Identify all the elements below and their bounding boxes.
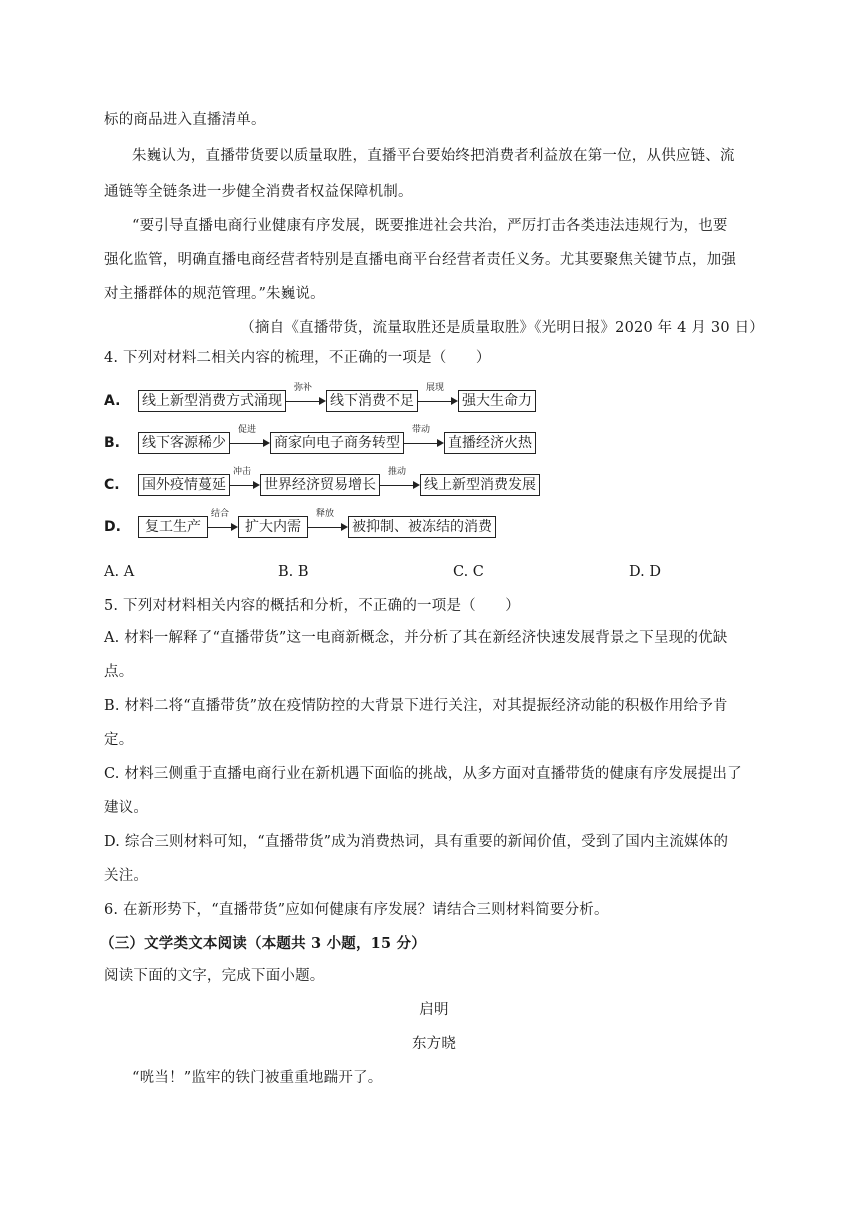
question-5-stem: 5. 下列对材料相关内容的概括和分析，不正确的一项是（ ） — [104, 598, 520, 614]
flow-box: 世界经济贸易增长 — [260, 474, 380, 496]
source-citation: （摘自《直播带货，流量取胜还是质量取胜》《光明日报》2020 年 4 月 30 日） — [240, 320, 764, 336]
arrow-label: 展现 — [425, 383, 444, 393]
flow-box: 国外疫情蔓延 — [138, 474, 230, 496]
flow-row-d — [104, 509, 496, 540]
arrow-label: 结合 — [210, 509, 229, 519]
option-c: C. C — [453, 564, 484, 580]
arrow-label: 促进 — [237, 425, 256, 435]
option-d: D. D — [629, 564, 661, 580]
flow-box: 线上新型消费发展 — [420, 474, 540, 496]
flow-box: 商家向电子商务转型 — [270, 432, 404, 454]
arrow-label: 弥补 — [293, 383, 312, 393]
text-line: 通链等全链条进一步健全消费者权益保障机制。 — [104, 184, 413, 200]
option-b: B. B — [278, 564, 309, 580]
arrow-icon — [208, 509, 238, 537]
arrow-label: 推动 — [387, 467, 406, 477]
question-5-option-a-cont: 点。 — [104, 664, 134, 680]
question-5-option-c-cont: 建议。 — [104, 800, 149, 816]
flow-row-a — [104, 383, 536, 414]
arrow-icon — [286, 383, 326, 411]
flow-letter: B. — [104, 435, 120, 451]
question-5-option-d-cont: 关注。 — [104, 868, 149, 884]
option-a: A. A — [104, 564, 135, 580]
arrow-icon — [230, 467, 260, 495]
arrow-icon — [418, 383, 458, 411]
flow-box: 线上新型消费方式涌现 — [138, 390, 286, 412]
story-first-line: “咣当！”监牢的铁门被重重地踹开了。 — [132, 1070, 383, 1086]
text-line: 标的商品进入直播清单。 — [104, 112, 266, 128]
arrow-label: 带动 — [411, 425, 430, 435]
flow-box: 直播经济火热 — [444, 432, 536, 454]
section-heading: （三）文学类文本阅读（本题共 3 小题，15 分） — [100, 935, 426, 952]
flow-box: 线下客源稀少 — [138, 432, 230, 454]
text-line: “要引导直播电商行业健康有序发展，既要推进社会共治，严厉打击各类违法违规行为，也要 — [132, 218, 728, 234]
text-line: 强化监管，明确直播电商经营者特别是直播电商平台经营者责任义务。尤其要聚焦关键节点，加强 — [104, 252, 737, 268]
reading-instruction: 阅读下面的文字，完成下面小题。 — [104, 968, 325, 984]
arrow-icon — [230, 425, 270, 453]
question-4-stem: 4. 下列对材料二相关内容的梳理，不正确的一项是（ ） — [104, 350, 491, 366]
question-6-stem: 6. 在新形势下，“直播带货”应如何健康有序发展？请结合三则材料简要分析。 — [104, 902, 609, 918]
flow-box: 扩大内需 — [238, 516, 308, 538]
text-line: 对主播群体的规范管理。”朱巍说。 — [104, 286, 325, 302]
question-5-option-a: A. 材料一解释了“直播带货”这一电商新概念，并分析了其在新经济快速发展背景之下呈现的优缺 — [104, 630, 728, 646]
question-5-option-d: D. 综合三则材料可知，“直播带货”成为消费热词，具有重要的新闻价值，受到了国内主流媒体的 — [104, 834, 729, 850]
arrow-label: 冲击 — [232, 467, 251, 477]
arrow-icon — [380, 467, 420, 495]
text-line: 朱巍认为，直播带货要以质量取胜，直播平台要始终把消费者利益放在第一位，从供应链、流 — [132, 148, 735, 164]
arrow-icon — [404, 425, 444, 453]
flow-box: 被抑制、被冻结的消费 — [348, 516, 496, 538]
arrow-label: 释放 — [315, 509, 334, 519]
flow-box: 线下消费不足 — [326, 390, 418, 412]
flow-letter: D. — [104, 519, 121, 535]
flow-letter: C. — [104, 477, 120, 493]
question-5-option-b: B. 材料二将“直播带货”放在疫情防控的大背景下进行关注，对其提振经济动能的积极作用给予肯 — [104, 698, 728, 714]
story-title: 启明 — [419, 1002, 449, 1018]
flow-row-b — [104, 425, 536, 456]
story-author: 东方晓 — [411, 1036, 457, 1052]
flow-letter: A. — [104, 393, 121, 409]
flow-box: 强大生命力 — [458, 390, 536, 412]
flow-box: 复工生产 — [138, 516, 208, 538]
arrow-icon — [308, 509, 348, 537]
question-5-option-c: C. 材料三侧重于直播电商行业在新机遇下面临的挑战，从多方面对直播带货的健康有序发展提出了 — [104, 766, 742, 782]
flow-row-c — [104, 467, 540, 498]
question-5-option-b-cont: 定。 — [104, 732, 134, 748]
